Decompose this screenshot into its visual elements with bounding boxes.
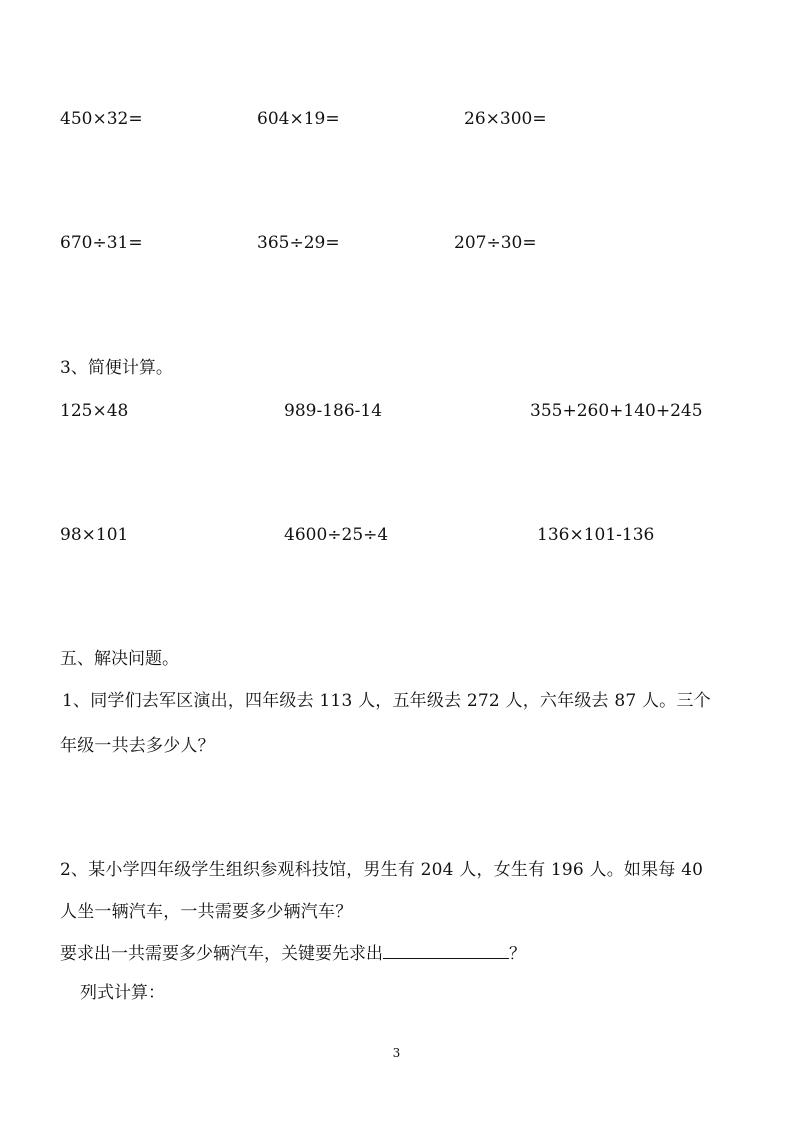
page-number: 3 <box>392 1046 401 1060</box>
problem2-hint-prefix: 要求出一共需要多少辆汽车，关键要先求出 <box>60 944 383 964</box>
calc-365div29: 365÷29= <box>257 233 340 253</box>
simplify-136x101-136: 136×101-136 <box>537 525 655 545</box>
problem1-line1: 1、同学们去军区演出，四年级去 113 人，五年级去 272 人，六年级去 87 人。三个 <box>62 691 711 711</box>
section3-title: 3、简便计算。 <box>60 358 173 378</box>
calc-670div31: 670÷31= <box>60 233 143 253</box>
simplify-98x101: 98×101 <box>60 525 129 545</box>
problem1-line2: 年级一共去多少人？ <box>60 736 215 756</box>
problem2-line1: 2、某小学四年级学生组织参观科技馆，男生有 204 人，女生有 196 人。如果每 40 <box>60 860 704 880</box>
problem2-formula-label: 列式计算： <box>80 983 165 1003</box>
calc-450x32: 450×32= <box>60 109 143 129</box>
problem2-hint-suffix: ？ <box>509 944 526 964</box>
section5-title: 五、解决问题。 <box>60 649 179 669</box>
problem2-hint <box>60 940 526 965</box>
calc-207div30: 207÷30= <box>454 233 537 253</box>
calc-26x300: 26×300= <box>464 109 547 129</box>
problem2-line2: 人坐一辆汽车，一共需要多少辆汽车？ <box>60 902 353 922</box>
simplify-4600div25div4: 4600÷25÷4 <box>284 525 389 545</box>
simplify-989-186-14: 989-186-14 <box>284 401 383 421</box>
simplify-355-sum: 355+260+140+245 <box>530 401 703 421</box>
answer-blank[interactable] <box>383 940 509 959</box>
simplify-125x48: 125×48 <box>60 401 129 421</box>
calc-604x19: 604×19= <box>257 109 340 129</box>
